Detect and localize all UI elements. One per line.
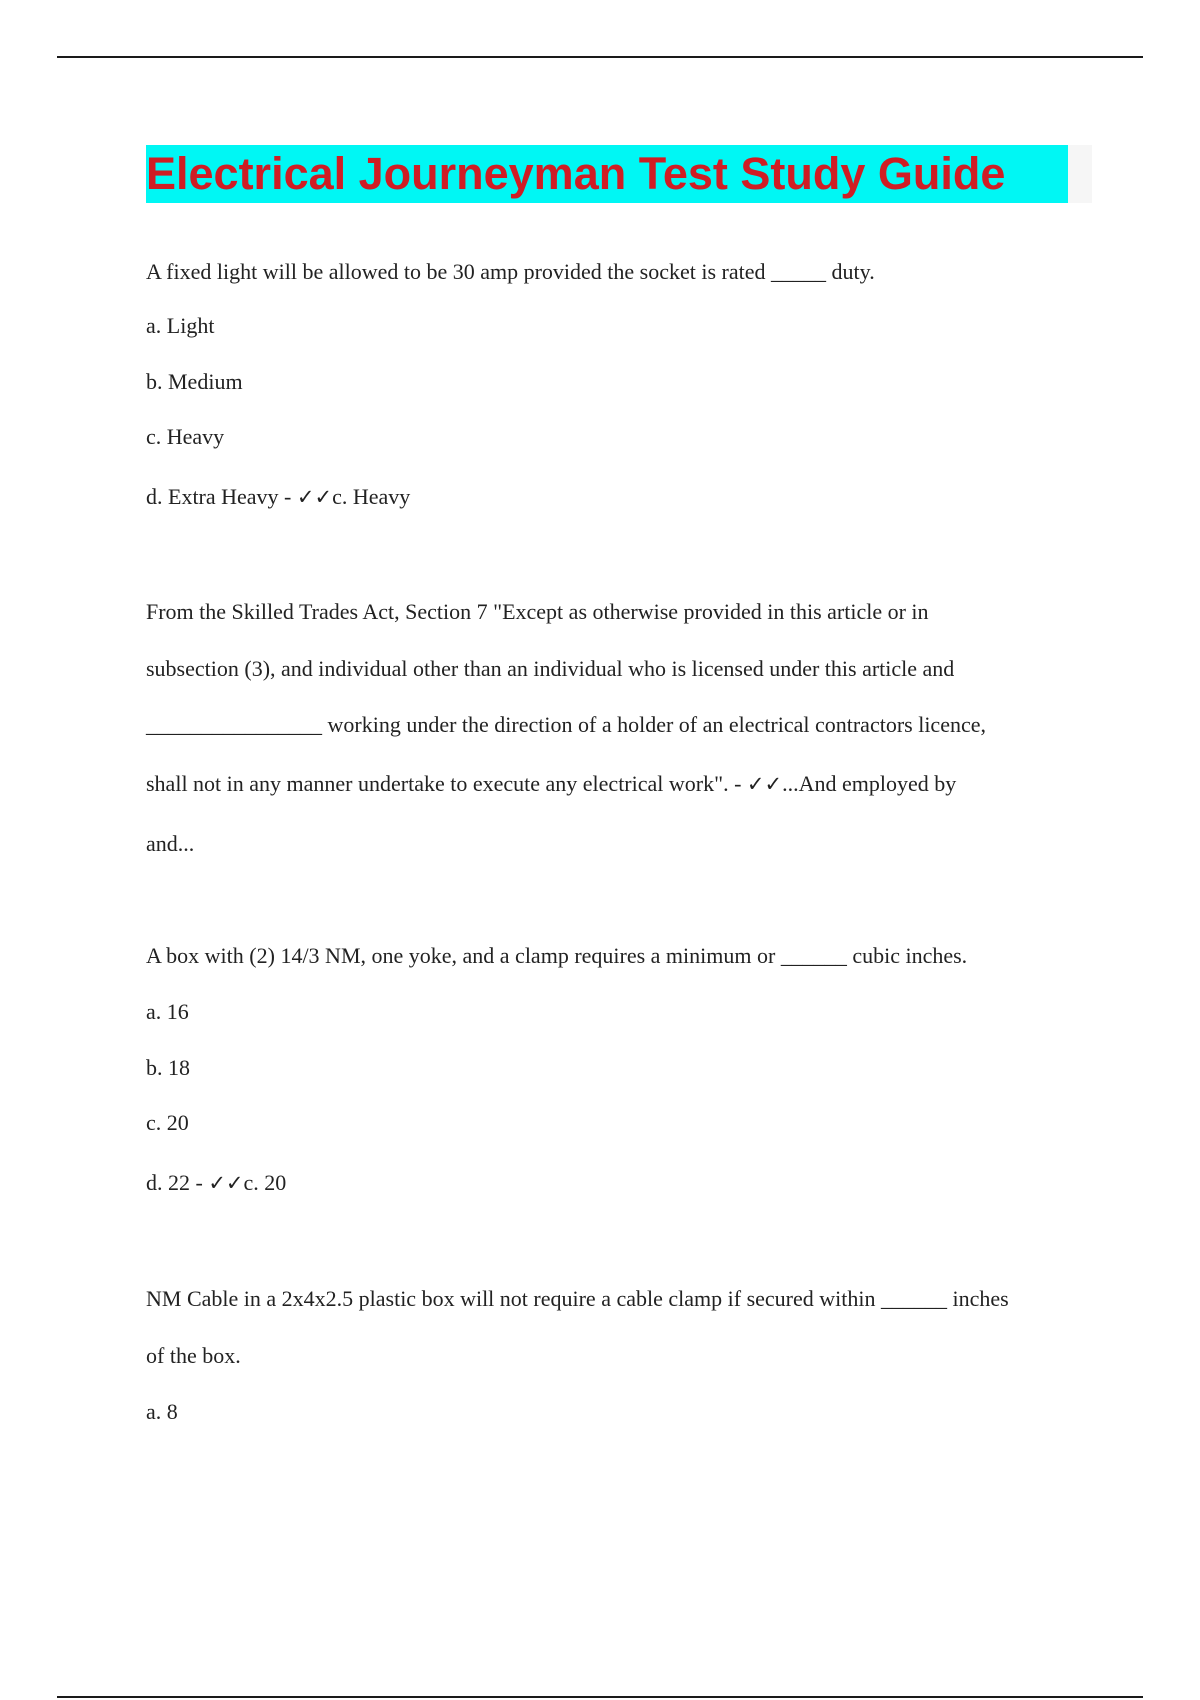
q3-option-a: a. 16 [146,999,189,1024]
top-rule [57,56,1143,58]
q2-line-4-text: shall not in any manner undertake to execute any electrical work". - [146,771,747,796]
q4-option-a: a. 8 [146,1399,178,1424]
q1-option-b: b. Medium [146,369,243,394]
q3-option-b: b. 18 [146,1055,190,1080]
q2-line-1: From the Skilled Trades Act, Section 7 "Except as otherwise provided in this article or in [146,599,929,624]
q1-option-d-line [146,482,410,512]
q2-line-5: and... [146,831,195,856]
check-mark-icon: ✓✓ [296,485,333,509]
q2-line-4 [146,769,956,799]
check-mark-icon: ✓✓ [746,772,783,796]
q3-option-c: c. 20 [146,1110,189,1135]
q1-option-a: a. Light [146,313,215,338]
q3-answer: c. 20 [243,1170,287,1195]
q1-option-c: c. Heavy [146,424,225,449]
page-title: Electrical Journeyman Test Study Guide [146,145,1068,203]
q4-line-1: NM Cable in a 2x4x2.5 plastic box will not require a cable clamp if secured within ______ inches [146,1286,1009,1311]
q3-option-d: d. 22 - [146,1170,209,1195]
q1-option-d: d. Extra Heavy - [146,484,297,509]
q3-question: A box with (2) 14/3 NM, one yoke, and a clamp requires a minimum or ______ cubic inches. [146,943,968,968]
q4-line-2: of the box. [146,1343,241,1368]
q1-answer: c. Heavy [332,484,411,509]
q1-question: A fixed light will be allowed to be 30 amp provided the socket is rated _____ duty. [146,259,875,284]
bottom-rule [57,1696,1143,1698]
q2-line-2: subsection (3), and individual other than an individual who is licensed under this article and [146,656,955,681]
title-highlight-tail [1068,145,1092,203]
q2-line-3: ________________ working under the direction of a holder of an electrical contractors licence, [146,712,986,737]
check-mark-icon: ✓✓ [208,1171,244,1195]
q2-answer: ...And employed by [782,771,957,796]
q3-option-d-line [146,1168,286,1198]
